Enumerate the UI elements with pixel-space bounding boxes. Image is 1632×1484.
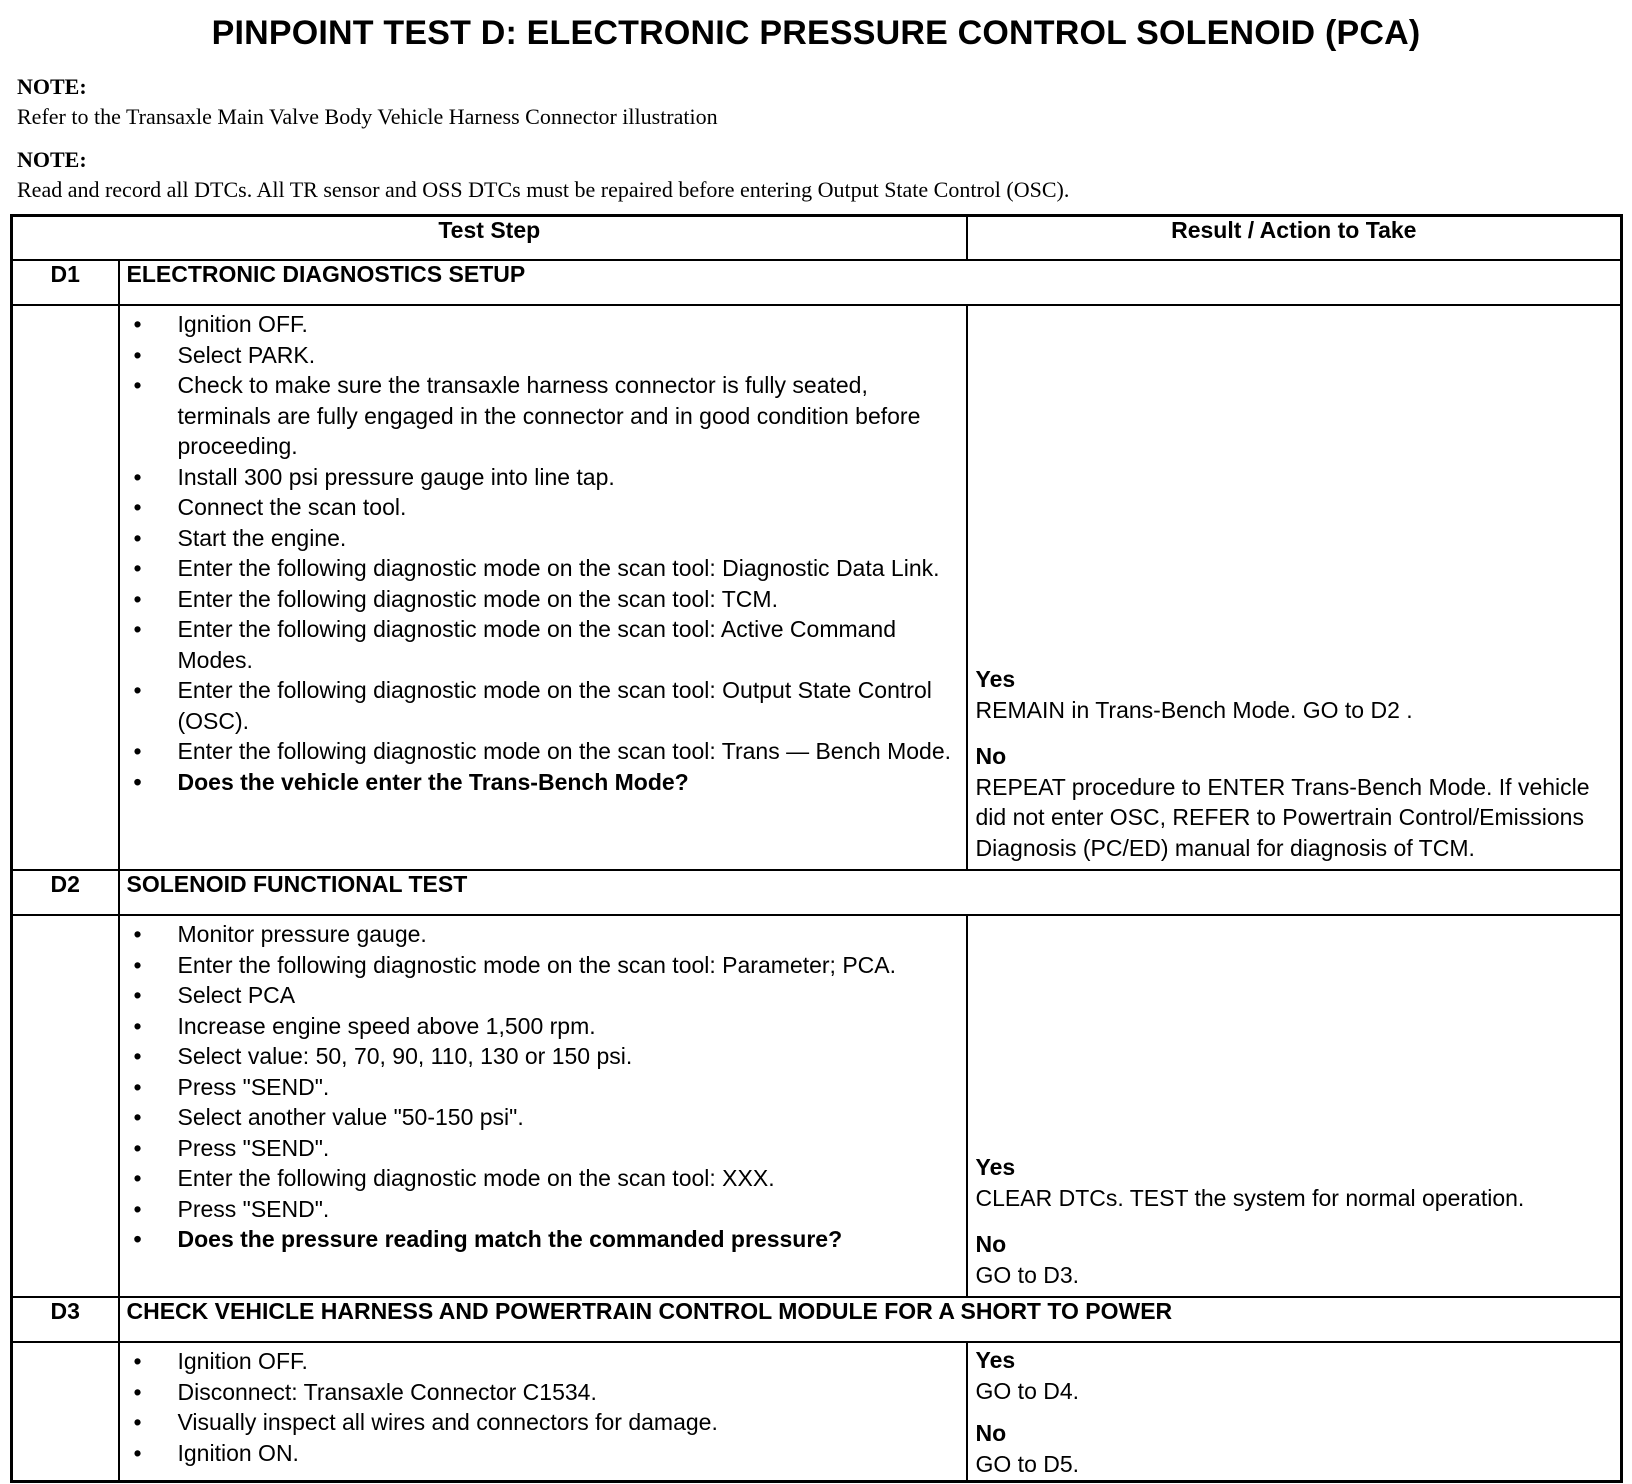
step-result [967, 305, 1622, 870]
instruction-item: • Start the engine. [120, 523, 960, 554]
instruction-item: • Install 300 psi pressure gauge into line tap. [120, 462, 960, 493]
no-label: No [975, 1420, 1007, 1446]
instruction-item: • Visually inspect all wires and connectors for damage. [120, 1407, 960, 1438]
instruction-item: • Press "SEND". [120, 1194, 960, 1225]
step-header-row [12, 870, 1622, 915]
yes-action: GO to D4. [975, 1377, 1080, 1404]
instruction-item: • Enter the following diagnostic mode on the scan tool: Trans — Bench Mode. [120, 736, 960, 767]
step-id-spacer [12, 305, 119, 870]
no-action: REPEAT procedure to ENTER Trans-Bench Mode. If vehicle did not enter OSC, REFER to Powertrain Control/Emissions Diagnosis (PC/ED) manual for diagnosis of TCM. [975, 773, 1590, 861]
note-text: Read and record all DTCs. All TR sensor and OSS DTCs must be repaired before entering Output State Control (OSC). [17, 177, 1070, 202]
step-header-row [12, 1297, 1622, 1342]
instruction-item: • Ignition ON. [120, 1438, 960, 1469]
yes-label: Yes [975, 1154, 1016, 1180]
step-result [967, 915, 1622, 1297]
instruction-item: • Enter the following diagnostic mode on the scan tool: Diagnostic Data Link. [120, 553, 960, 584]
step-id: D3 [12, 1297, 119, 1342]
instruction-list [120, 1343, 966, 1472]
note-text: Refer to the Transaxle Main Valve Body Vehicle Harness Connector illustration [17, 104, 718, 129]
page-title: PINPOINT TEST D: ELECTRONIC PRESSURE CONTROL SOLENOID (PCA) [211, 14, 1421, 52]
step-body-row [12, 305, 1622, 870]
instruction-item: • Ignition OFF. [120, 309, 960, 340]
instruction-list [120, 916, 966, 1259]
instruction-question: • Does the vehicle enter the Trans-Bench Mode? [120, 767, 960, 798]
table-header-row [12, 216, 1622, 261]
instruction-item: • Select PARK. [120, 340, 960, 371]
step-body-row [12, 1342, 1622, 1481]
step-id: D2 [12, 870, 119, 915]
instruction-item: • Disconnect: Transaxle Connector C1534. [120, 1377, 960, 1408]
instruction-item: • Enter the following diagnostic mode on the scan tool: XXX. [120, 1163, 960, 1194]
step-instructions [119, 305, 967, 870]
instruction-item: • Select another value "50-150 psi". [120, 1102, 960, 1133]
no-action: GO to D3. [975, 1261, 1080, 1288]
instruction-item: • Enter the following diagnostic mode on the scan tool: Active Command Modes. [120, 614, 960, 675]
instruction-item: • Check to make sure the transaxle harness connector is fully seated, terminals are fully engaged in the connector and in good condition before proceeding. [120, 370, 960, 462]
note-label: NOTE: [17, 147, 87, 172]
instruction-item: • Enter the following diagnostic mode on the scan tool: Parameter; PCA. [120, 950, 960, 981]
no-action: GO to D5. [975, 1450, 1080, 1477]
yes-label: Yes [975, 666, 1016, 692]
yes-label: Yes [975, 1347, 1016, 1373]
pinpoint-test-table [10, 214, 1623, 1483]
step-result [967, 1342, 1622, 1481]
instruction-item: • Press "SEND". [120, 1133, 960, 1164]
step-instructions [119, 1342, 967, 1481]
instruction-item: • Monitor pressure gauge. [120, 919, 960, 950]
note-label: NOTE: [17, 74, 87, 99]
instruction-item: • Press "SEND". [120, 1072, 960, 1103]
instruction-item: • Enter the following diagnostic mode on the scan tool: TCM. [120, 584, 960, 615]
step-title: ELECTRONIC DIAGNOSTICS SETUP [119, 260, 1622, 305]
step-id-spacer [12, 1342, 119, 1481]
yes-action: REMAIN in Trans-Bench Mode. GO to D2 . [975, 696, 1413, 723]
instruction-item: • Increase engine speed above 1,500 rpm. [120, 1011, 960, 1042]
instruction-list [120, 306, 966, 801]
instruction-item: • Connect the scan tool. [120, 492, 960, 523]
step-id-spacer [12, 915, 119, 1297]
step-title: SOLENOID FUNCTIONAL TEST [119, 870, 1622, 915]
instruction-item: • Enter the following diagnostic mode on the scan tool: Output State Control (OSC). [120, 675, 960, 736]
step-title: CHECK VEHICLE HARNESS AND POWERTRAIN CONTROL MODULE FOR A SHORT TO POWER [119, 1297, 1622, 1342]
instruction-item: • Ignition OFF. [120, 1346, 960, 1377]
column-header-result: Result / Action to Take [967, 216, 1622, 261]
column-header-test-step: Test Step [12, 216, 967, 261]
instruction-question: • Does the pressure reading match the commanded pressure? [120, 1224, 960, 1255]
yes-action: CLEAR DTCs. TEST the system for normal operation. [975, 1184, 1525, 1211]
no-label: No [975, 1231, 1007, 1257]
step-body-row [12, 915, 1622, 1297]
step-id: D1 [12, 260, 119, 305]
no-label: No [975, 743, 1007, 769]
instruction-item: • Select value: 50, 70, 90, 110, 130 or 150 psi. [120, 1041, 960, 1072]
instruction-item: • Select PCA [120, 980, 960, 1011]
step-instructions [119, 915, 967, 1297]
step-header-row [12, 260, 1622, 305]
